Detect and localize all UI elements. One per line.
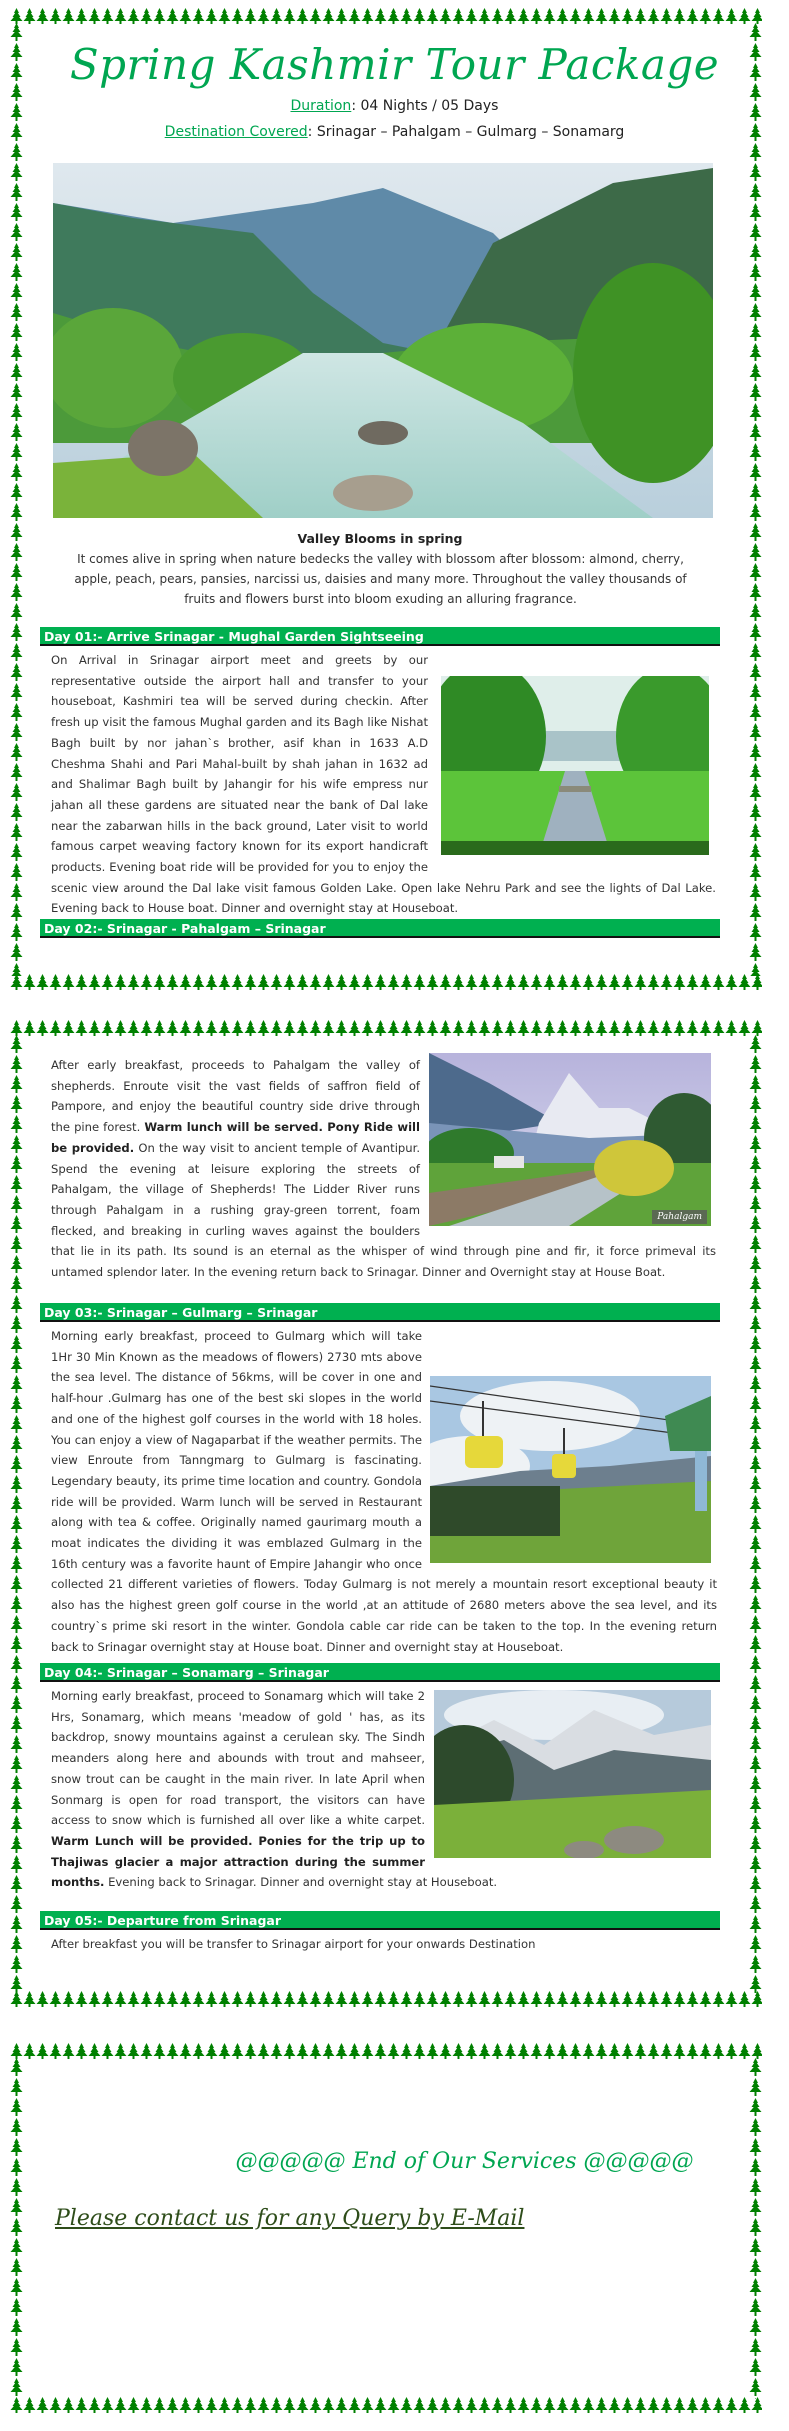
tree-border-right-icon: [749, 2057, 762, 2399]
tree-border-left-icon: [10, 2057, 23, 2399]
tree-border-left-icon: [10, 22, 23, 976]
day-02-heading: Day 02:- Srinagar - Pahalgam – Srinagar: [40, 919, 720, 938]
day-01-paragraph: [51, 650, 716, 919]
duration-line: [0, 98, 789, 114]
day-02-text-before: After early breakfast, proceeds to Pahalgam the valley of shepherds. Enroute visit the vast fields of saffron field of Pampore, and enjoy the beautiful country side drive through the pine forest.: [51, 1058, 420, 1135]
day-03-heading: Day 03:- Srinagar – Gulmarg – Srinagar: [40, 1303, 720, 1322]
day-02-paragraph: [51, 1055, 716, 1283]
day-03-paragraph: [51, 1326, 717, 1657]
day-04-text-after: Evening back to Srinagar. Dinner and overnight stay at Houseboat.: [108, 1875, 498, 1890]
hero-caption: Valley Blooms in spring: [297, 531, 463, 546]
tree-border-bottom-icon: [10, 2397, 762, 2413]
tree-border-top-icon: [10, 2043, 762, 2059]
tree-border-top-icon: [10, 1020, 762, 1036]
destination-value: : Srinagar – Pahalgam – Gulmarg – Sonamarg: [307, 124, 625, 140]
duration-label: Duration: [290, 98, 352, 114]
destination-line: [0, 124, 789, 140]
day-04-text-before: Morning early breakfast, proceed to Sonamarg which will take 2 Hrs, Sonamarg, which means 'meadow of gold ' has, as its backdrop, snowy mountains against a cerulean sky. The Sindh meanders along here and abounds with trout and mahseer, snow trout can be caught in the main river. In late April when Sonmarg is open for road transport, the visitors can have access to snow which is furnished all over like a white carpet.: [51, 1689, 425, 1828]
day-04-heading: Day 04:- Srinagar – Sonamarg – Srinagar: [40, 1663, 720, 1682]
day-02-text-after: On the way visit to ancient temple of Avantipur. Spend the evening at leisure exploring the streets of Pahalgam, the village of Shepherds! The Lidder River runs through Pahalgam in a rushing gray-green torrent, foam flecked, and breaking in curling waves against the boulders that lie in its path. Its sound is an eternal as the whisper of wind through pine and fir, it force primeval its untamed splendor later. In the evening return back to Srinagar. Dinner and Overnight stay at House Boat.: [51, 1140, 716, 1280]
day-04-image-spacer: [435, 1686, 716, 1858]
pahalgam-image-label: Pahalgam: [652, 1210, 707, 1224]
day-01-image-spacer: [434, 672, 716, 858]
tree-border-bottom-icon: [10, 974, 762, 990]
page-title: Spring Kashmir Tour Package: [69, 40, 720, 89]
day-01-body: On Arrival in Srinagar airport meet and greets by our representative outside the airport hall and transfer to your houseboat, Kashmiri tea will be served during checkin. After fresh up visit the famous Mughal garden and its Bagh like Nishat Bagh built by nor jahan`s brother, asif khan in 1633 A.D Cheshma Shahi and Pari Mahal-built by shah jahan in 1632 ad and Shalimar Bagh built by Jahangir for his wife empress nur jahan all these gardens are situated near the bank of Dal lake near the zabarwan hills in the back ground, Later visit to world famous carpet weaving factory known for its export handicraft products. Evening boat ride will be provided for you to enjoy the scenic view around the Dal lake visit famous Golden Lake. Open lake Nehru Park and see the lights of Dal Lake. Evening back to House boat. Dinner and overnight stay at Houseboat.: [51, 653, 716, 916]
day-03-body: Morning early breakfast, proceed to Gulmarg which will take 1Hr 30 Min Known as the meadows of flowers) 2730 mts above the sea level. The distance of 56kms, will be cover in one and half-hour .Gulmarg has one of the best ski slopes in the world and one of the highest golf courses in the world with 18 holes. You can enjoy a view of Nagaparbat if the weather permits. The view Enroute from Tanngmarg to Gulmarg is fascinating. Legendary beauty, its prime time location and country. Gondola ride will be provided. Warm lunch will be served in Restaurant along with tea & coffee. Originally named gaurimarg mouth a moat indicates the dividing it was emblazed Gulmarg in the 16th century was a favorite haunt of Empire Jahangir who once collected 21 different varieties of flowers. Today Gulmarg is not merely a mountain resort exceptional beauty it also has the highest green golf course in the world ,at an attitude of 2680 meters above the sea level, and its country`s prime ski resort in the winter. Gondola cable car ride can be taken to the top. In the evening return back to Srinagar overnight stay at House boat. Dinner and overnight stay at Houseboat.: [51, 1329, 717, 1654]
day-05-heading: Day 05:- Departure from Srinagar: [40, 1911, 720, 1930]
day-04-paragraph: [51, 1686, 716, 1893]
day-02-image-spacer: [430, 1055, 716, 1233]
tree-border-right-icon: [749, 22, 762, 976]
tree-border-bottom-icon: [10, 1991, 762, 2007]
day-03-image-spacer: [432, 1368, 717, 1564]
hero-description: It comes alive in spring when nature bedecks the valley with blossom after blossom: almond, cherry, apple, peach, pears, pansies, narcissi us, daisies and many more. Throughout the valley thousands of fruits and flowers burst into bloom exuding an alluring fragrance.: [74, 552, 687, 606]
day-01-heading: Day 01:- Arrive Srinagar - Mughal Garden Sightseeing: [40, 627, 720, 646]
contact-email-link[interactable]: Please contact us for any Query by E-Mail: [55, 2206, 525, 2231]
hero-valley-image: [53, 163, 713, 518]
tree-border-right-icon: [749, 1034, 762, 1993]
duration-value: : 04 Nights / 05 Days: [351, 98, 499, 114]
day-04-bold-text: Warm Lunch will be provided. Ponies for the trip up to Thajiwas glacier a major attraction during the summer months.: [51, 1833, 425, 1890]
end-of-services-text: @@@@@ End of Our Services @@@@@: [235, 2149, 694, 2174]
destination-label: Destination Covered: [164, 124, 308, 140]
tree-border-left-icon: [10, 1034, 23, 1993]
tree-border-top-icon: [10, 8, 762, 24]
day-05-paragraph: After breakfast you will be transfer to Srinagar airport for your onwards Destination: [51, 1937, 536, 1951]
day-02-bold-text: Warm lunch will be served. Pony Ride will be provided.: [51, 1120, 421, 1155]
